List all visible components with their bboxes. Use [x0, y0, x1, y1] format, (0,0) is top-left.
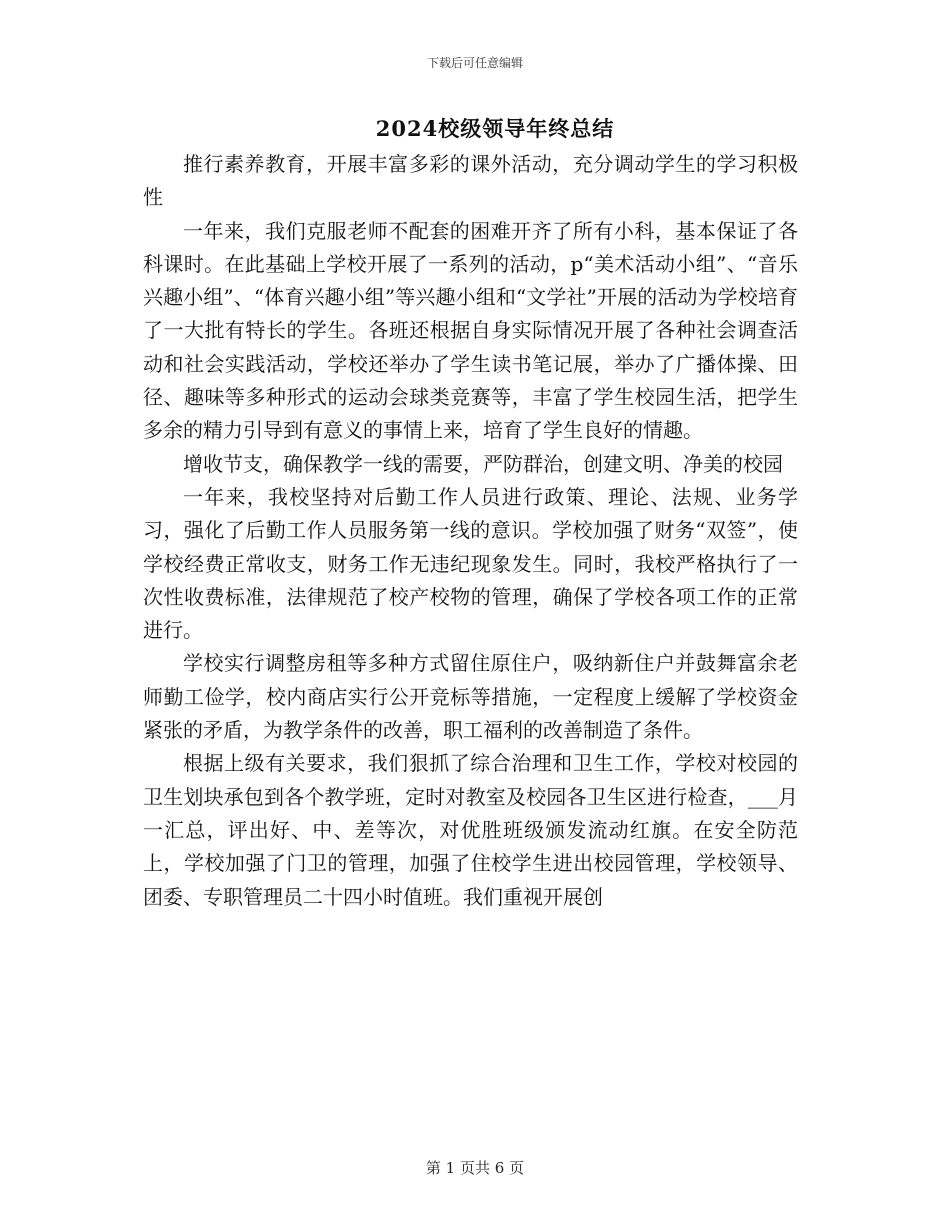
paragraph-6: 根据上级有关要求，我们狠抓了综合治理和卫生工作，学校对校园的卫生划块承包到各个教学班，定时对教室及校园各卫生区进行检查，___月一汇总，评出好、中、差等次，对优胜班级颁发流动红旗。在安全防范上，学校加强了门卫的管理，加强了住校学生进出校园管理，学校领导、团委、专职管理员二十四小时值班。我们重视开展创	[143, 751, 798, 909]
page-header: 下载后可任意编辑	[426, 56, 523, 70]
paragraph-1: 推行素养教育，开展丰富多彩的课外活动，充分调动学生的学习积极性	[143, 152, 798, 210]
document-body	[143, 148, 798, 914]
paragraph-4: 一年来，我校坚持对后勤工作人员进行政策、理论、法规、业务学习，强化了后勤工作人员服务第一线的意识。学校加强了财务“双签”，使学校经费正常收支，财务工作无违纪现象发生。同时，我校严格执行了一次性收费标准，法律规范了校产校物的管理，确保了学校各项工作的正常进行。	[143, 484, 798, 643]
paragraph-3: 增收节支，确保教学一线的需要，严防群治，创建文明、净美的校园	[183, 451, 783, 476]
page-footer: 第 1 页共 6 页	[425, 1159, 525, 1177]
paragraph-5: 学校实行调整房租等多种方式留住原住户，吸纳新住户并鼓舞富余老师勤工俭学，校内商店实行公开竞标等措施，一定程度上缓解了学校资金紧张的矛盾，为教学条件的改善，职工福利的改善制造了条件。	[143, 651, 798, 743]
document-title: 2024校级领导年终总结	[375, 116, 615, 141]
paragraph-2: 一年来，我们克服老师不配套的困难开齐了所有小科，基本保证了各科课时。在此基础上学校开展了一系列的活动，p“美术活动小组”、“音乐兴趣小组”、“体育兴趣小组”等兴趣小组和“文学社”开展的活动为学校培育了一大批有特长的学生。各班还根据自身实际情况开展了各种社会调查活动和社会实践活动，学校还举办了学生读书笔记展，举办了广播体操、田径、趣味等多种形式的运动会球类竞赛等，丰富了学生校园生活，把学生多余的精力引导到有意义的事情上来，培育了学生良好的情趣。	[143, 218, 798, 443]
